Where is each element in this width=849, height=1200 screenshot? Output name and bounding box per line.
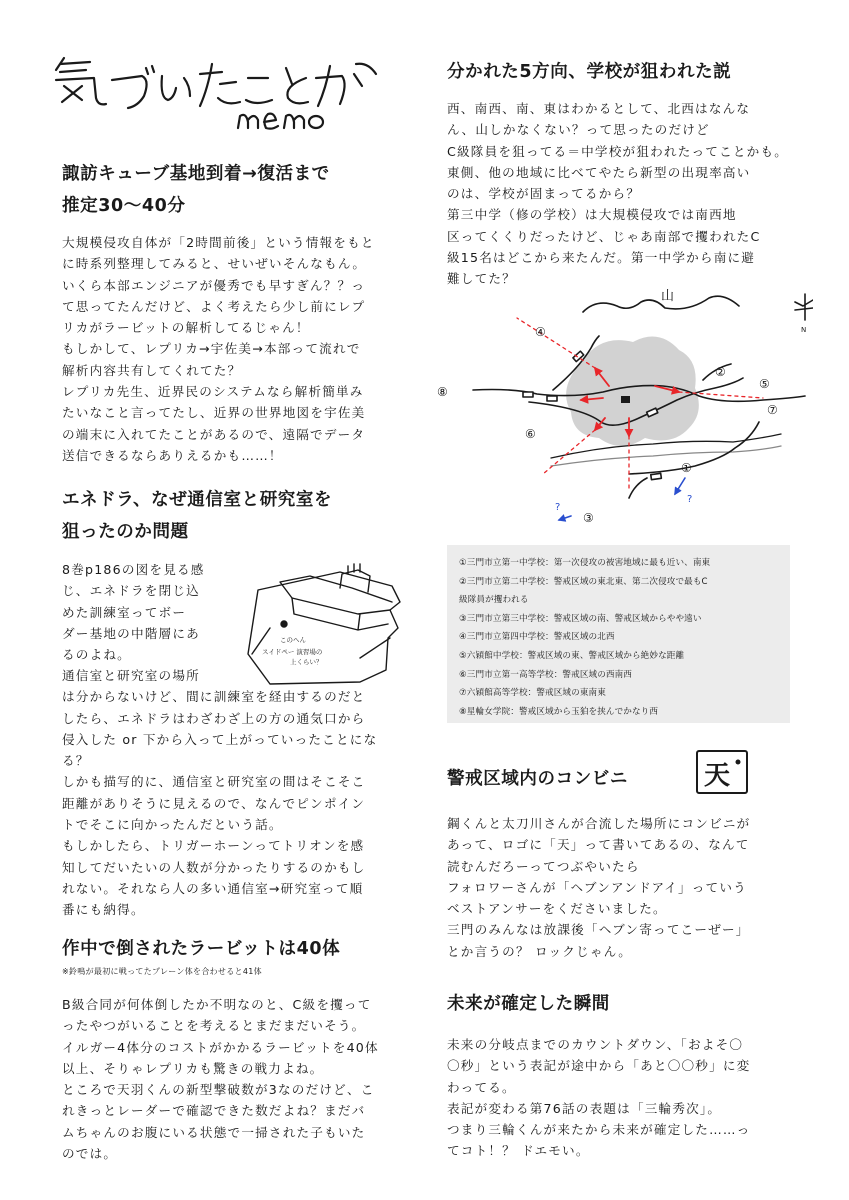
konbini-line: あって、ロゴに「天」って書いてあるの、なんて <box>447 837 750 853</box>
legend-item: ⑥三門市立第一高等学校：警戒区域の西南西 <box>459 669 632 680</box>
suwa-line: もしかして、レプリカ→宇佐美→本部って流れで <box>62 341 361 357</box>
directions-line: 級15名はどこから来たんだ。第一中学から南に避 <box>447 250 756 266</box>
directions-line: 難してた？ <box>447 271 516 287</box>
enedora-line: れない。それなら人の多い通信室→研究室って順 <box>62 880 364 896</box>
enedora-line: したら、エネドラはわざわざ上の方の通気口から <box>62 710 366 726</box>
legend-item: ⑤六穎館中学校：警戒区域の東、警戒区域から絶妙な距離 <box>459 650 685 661</box>
legend-item: ①三門市立第一中学校：第一次侵攻の被害地域に最も近い、南東 <box>459 558 711 568</box>
rabbit-line: のでは。 <box>62 1146 118 1162</box>
logo-text: 天 <box>704 761 731 791</box>
future-line: てコト！？ ドエモい。 <box>447 1143 590 1159</box>
enedora-line: 通信室と研究室の場所 <box>62 668 200 683</box>
konbini-line: とか言うの？ ロックじゃん。 <box>447 943 633 959</box>
school-legend <box>447 545 790 723</box>
enedora-line: 8巻p186の図を見る感 <box>62 562 205 577</box>
enedora-line: る？ <box>62 753 90 769</box>
enedora-line: ダー基地の中階層にあ <box>62 625 200 641</box>
sketch-caption-2: スイドペー 演習場の <box>262 648 323 656</box>
rabbit-line: ところで天羽くんの新型撃破数が3なのだけど、こ <box>62 1082 375 1098</box>
rabbit-body <box>62 994 412 1164</box>
rabbit-line: れきっとレーダーで確認できた数だよね？まだバ <box>62 1103 366 1119</box>
directions-line: C級隊員を狙ってる＝中学校が狙われたってことかも。 <box>447 143 789 159</box>
mountain-label: 山 <box>661 289 675 304</box>
blue-arrow-1 <box>675 478 685 494</box>
school-marker-8 <box>523 392 533 397</box>
suwa-line: 解析内容共有してくれてた？ <box>62 362 242 378</box>
enedora-body <box>62 665 412 921</box>
rabbit-line: ムちゃんのお腹にいる状態で一掃された子もいた <box>62 1124 366 1140</box>
compass-label: N <box>801 326 807 334</box>
dash-sw <box>543 430 595 474</box>
school-number-8: ⑧ <box>437 385 448 399</box>
compass-icon <box>795 294 813 320</box>
directions-line: 区ってくくりだったけど、じゃあ南部で攫われたC <box>447 228 761 244</box>
suwa-heading-line-1: 諏訪キューブ基地到着→復活まで <box>62 164 330 184</box>
school-number-4: ④ <box>535 325 546 339</box>
hq-marker <box>621 396 630 403</box>
rabbit-line: B級合同が何体倒したか不明なのと、C級を攫って <box>62 997 372 1012</box>
school-number-7: ⑦ <box>767 403 778 417</box>
enedora-line: めた訓練室ってボー <box>62 604 187 620</box>
suwa-line: に時系列整理してみると、せいぜいそんなもん。 <box>62 256 367 272</box>
directions-line: のは、学校が固まってるから？ <box>447 186 641 202</box>
border-base-sketch <box>240 558 415 688</box>
rabbit-line: 以上、そりゃレプリカも驚きの戦力よね。 <box>62 1060 324 1076</box>
suwa-line: リカがラービットの解析してるじゃん！ <box>62 320 310 336</box>
legend-item: ③三門市立第三中学校：警戒区域の南、警戒区域からやや遠い <box>459 613 702 624</box>
suwa-heading-line-2: 推定30〜40分 <box>62 196 186 216</box>
future-heading: 未来が確定した瞬間 <box>447 994 610 1014</box>
konbini-body <box>447 813 797 962</box>
legend-item: ⑦六穎館高等学校：警戒区域の東南東 <box>459 688 606 699</box>
suwa-body <box>62 232 412 466</box>
heaven-logo <box>694 748 750 796</box>
directions-heading: 分かれた5方向、学校が狙われた説 <box>447 62 732 82</box>
sketch-caption-1: このへん <box>280 636 306 644</box>
enedora-line: 距離がありそうに見えるので、なんでピンポイン <box>62 795 366 811</box>
legend-item: 級隊員が攫われる <box>459 595 529 606</box>
enedora-line: は分からないけど、間に訓練室を経由するのだと <box>62 689 366 705</box>
rabbit-line: イルガー4体分のコストがかかるラービットを40体 <box>62 1039 379 1055</box>
directions-line: ん、山しかなくない？って思ったのだけど <box>447 122 710 138</box>
suwa-line: たいなこと言ってたし、近界の世界地図を宇佐美 <box>62 405 366 421</box>
future-line: 未来の分岐点までのカウントダウン、「およそ〇 <box>447 1037 744 1052</box>
konbini-line: 鋼くんと太刀川さんが合流した場所にコンビニが <box>447 816 751 831</box>
future-line: わってる。 <box>447 1079 516 1095</box>
konbini-line: ベストアンサーをくださいました。 <box>447 901 667 917</box>
rabbit-line: ったやつがいることを考えるとまだまだいそう。 <box>62 1018 366 1034</box>
school-number-5: ⑤ <box>759 377 770 391</box>
base-outline <box>248 572 400 684</box>
handwritten-title-drawing <box>50 48 380 133</box>
enedora-heading-line-1: エネドラ、なぜ通信室と研究室を <box>62 490 333 510</box>
directions-body <box>447 98 797 290</box>
marker-dot <box>281 621 287 627</box>
suwa-heading <box>62 158 330 222</box>
enedora-line: しかも描写的に、通信室と研究室の間はそこそこ <box>62 774 366 790</box>
enedora-line: るのよね。 <box>62 647 131 663</box>
legend-item: ②三門市立第二中学校：警戒区域の東北東、第二次侵攻で最もC <box>459 576 708 587</box>
enedora-line: 侵入した or 下から入って上がっていったことにな <box>62 731 378 747</box>
enedora-line: トでそこに向かったんだという話。 <box>62 817 283 833</box>
enedora-heading-line-2: 狙ったのか問題 <box>62 522 189 542</box>
enedora-heading <box>62 484 332 548</box>
enedora-line: じ、エネドラを閉じ込 <box>62 583 200 599</box>
question-mark-3: ? <box>555 502 561 513</box>
suwa-line: レプリカ先生、近界民のシステムなら解析簡単み <box>62 384 364 400</box>
school-number-3: ③ <box>583 511 594 525</box>
school-number-1: ① <box>681 461 692 475</box>
sketch-caption-3: 上くらい？ <box>290 658 323 666</box>
konbini-line: 三門のみんなは放課後「ヘブン寄ってこーぜー」 <box>447 922 750 938</box>
question-mark-1: ? <box>687 494 693 505</box>
school-marker-6 <box>547 396 557 401</box>
suwa-line: 大規模侵攻自体が「2時間前後」という情報をもと <box>62 235 375 250</box>
rabbit-note: ※鈴鳴が最初に戦ってたプレーン体を合わせると41体 <box>62 967 262 976</box>
future-line: 表記が変わる第76話の表題は「三輪秀次」。 <box>447 1100 722 1116</box>
school-marker-1 <box>651 473 662 479</box>
future-body <box>447 1034 797 1162</box>
legend-item: ⑧星輪女学院：警戒区域から玉狛を挟んでかなり西 <box>459 706 659 717</box>
rabbit-heading: 作中で倒されたラービットは40体 <box>62 939 341 959</box>
school-number-2: ② <box>715 365 726 379</box>
konbini-heading: 警戒区域内のコンビニ <box>447 769 628 789</box>
konbini-line: フォロワーさんが「ヘブンアンドアイ」っていう <box>447 879 747 895</box>
directions-line: 第三中学（修の学校）は大規模侵攻では南西地 <box>447 207 737 223</box>
dash-nw <box>517 318 595 368</box>
suwa-line: の端末に入れてたことがあるので、遠隔でデータ <box>62 426 366 442</box>
directions-line: 西、南西、南、東はわかるとして、北西はなんな <box>447 101 751 116</box>
suwa-line: いくら本部エンジニアが優秀でも早すぎん？？っ <box>62 277 366 293</box>
future-line: つまり三輪くんが来たから未来が確定した……っ <box>447 1122 751 1138</box>
legend-item: ④三門市立第四中学校：警戒区域の北西 <box>459 632 615 643</box>
konbini-line: 読むんだろーってつぶやいたら <box>447 858 640 874</box>
enedora-line: もしかしたら、トリガーホーンってトリオンを感 <box>62 838 365 854</box>
blue-arrow-3 <box>559 516 571 520</box>
page-title <box>50 48 380 133</box>
suwa-line: 送信できるならありえるかも……！ <box>62 447 283 463</box>
city-map <box>433 288 813 530</box>
directions-line: 東側、他の地域に比べてやたら新型の出現率高い <box>447 164 751 180</box>
enedora-line: 知してだいたいの人数が分かったりするのかもし <box>62 859 366 875</box>
suwa-line: て思ってたんだけど、よく考えたら少し前にレプ <box>62 298 366 314</box>
school-number-6: ⑥ <box>525 427 536 441</box>
future-line: 〇秒」という表記が途中から「あと〇〇秒」に変 <box>447 1058 751 1074</box>
enedora-body-short <box>62 559 242 665</box>
enedora-line: 番にも納得。 <box>62 902 145 918</box>
